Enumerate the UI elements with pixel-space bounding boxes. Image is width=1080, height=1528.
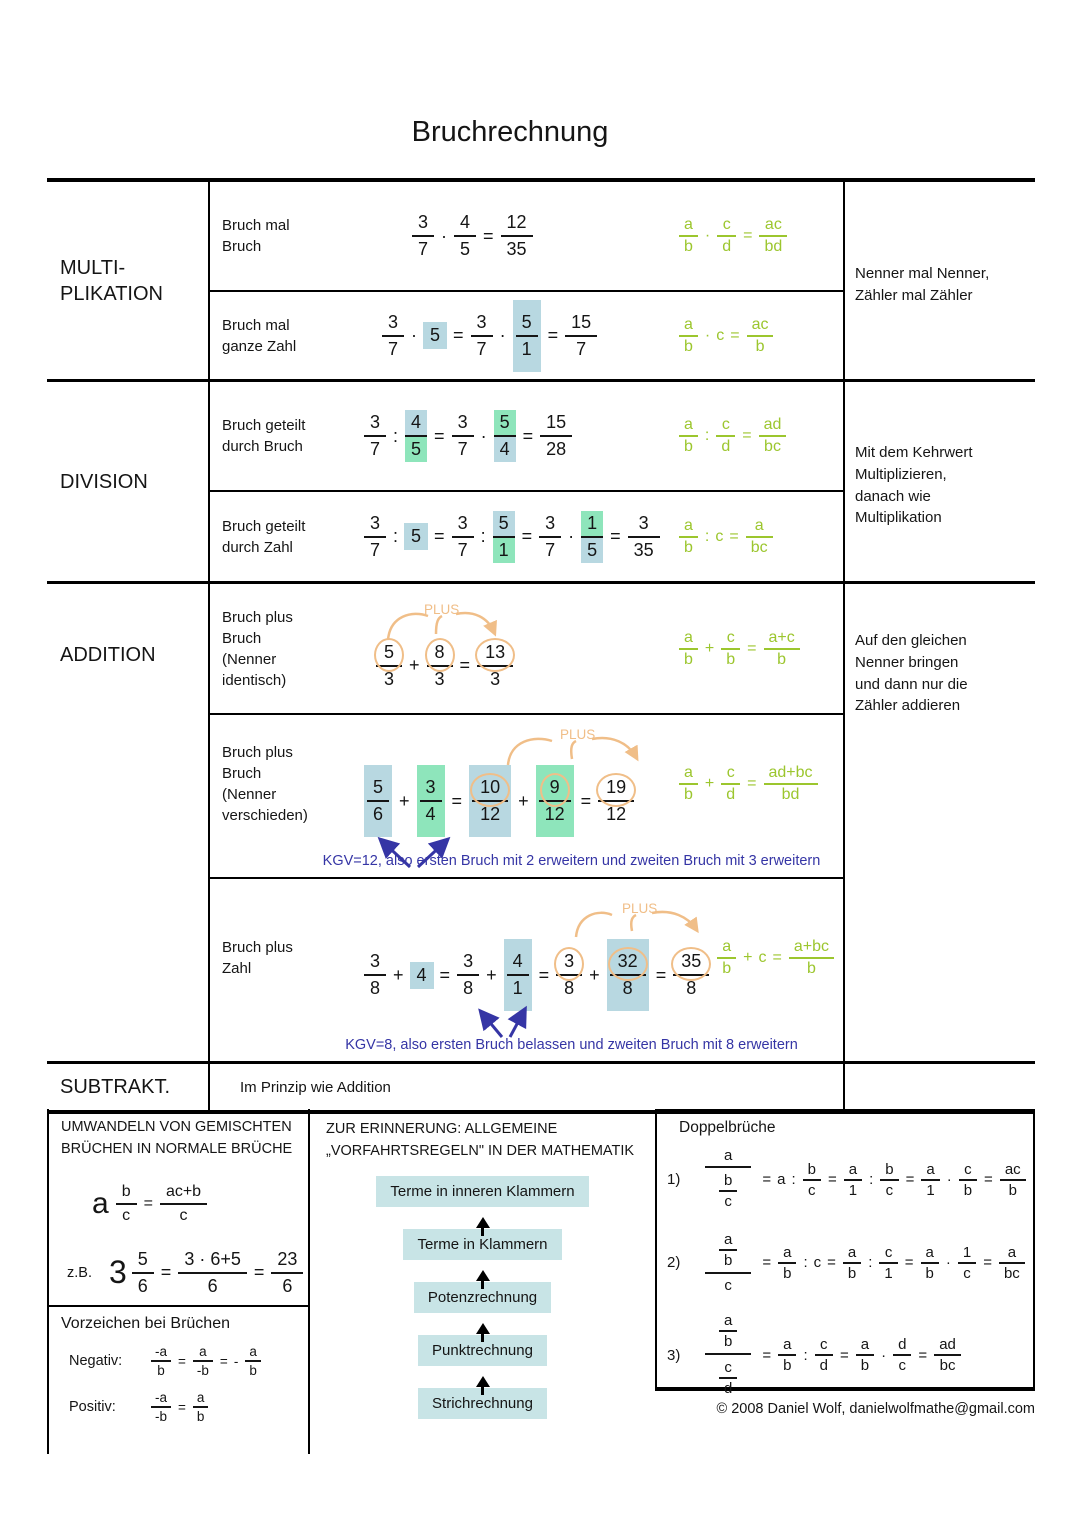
row-label: Bruch mal ganze Zahl: [222, 316, 297, 355]
row-label: Bruch plus Bruch (Nenner verschieden): [222, 744, 308, 824]
compound-fraction-item: [667, 1145, 1033, 1214]
general-formula: $\frac{a}{b}$ + $\frac{c}{b}$ = $\frac{a+c}{b}$: [675, 628, 843, 670]
row-label: Bruch geteilt durch Bruch: [222, 417, 306, 455]
kgv-note: KGV=8, also ersten Bruch belassen und zweiten Bruch mit 8 erweitern: [345, 1037, 798, 1053]
up-arrow-icon: [476, 1369, 490, 1387]
addition-examples: [210, 584, 845, 1061]
compound-fractions-panel: [655, 1109, 1035, 1397]
math-expression: $\frac{\frac{a}{b}}{\frac{c}{d}}$ = $\frac{a}{b}$ : $\frac{c}{d}$ = $\frac{a}{b}$ · $\frac{d}{c}$ = $\frac{ad}{bc}$: [697, 1309, 965, 1401]
priority-box: Terme in inneren Klammern: [376, 1176, 588, 1207]
priority-rules-panel: [310, 1109, 655, 1460]
fraction-rules-table: [47, 178, 1035, 1114]
plus-label: PLUS: [424, 601, 460, 617]
general-formula: $\frac{a}{b}$ · c = $\frac{ac}{b}$: [675, 315, 843, 357]
priority-stack: [310, 1175, 655, 1419]
negative-rule: $\frac{-a}{b}$ = $\frac{a}{-b}$ = - $\frac{a}{b}$: [147, 1343, 265, 1379]
mixed-fraction-formula: a $\frac{b}{c}$ = $\frac{ac+b}{c}$: [89, 1181, 308, 1227]
plus-arc-icon: [486, 733, 661, 771]
positive-rule: $\frac{-a}{-b}$ = $\frac{a}{b}$: [147, 1389, 212, 1425]
row-bruch-geteilt-bruch: [210, 382, 843, 492]
plus-annotation: [560, 901, 725, 945]
general-formula: $\frac{a}{b}$ · $\frac{c}{d}$ = $\frac{ac}{bd}$: [675, 215, 843, 257]
item-number: 2): [667, 1254, 681, 1271]
copyright: © 2008 Daniel Wolf, danielwolfmathe@gmail.com: [716, 1401, 1035, 1417]
priority-box: Punktrechnung: [418, 1335, 547, 1366]
negative-label: Negativ:: [69, 1353, 123, 1369]
mixed-fraction-title: UMWANDELN VON GEMISCHTEN BRÜCHEN IN NORMALE BRÜCHE: [61, 1119, 293, 1157]
plus-arc-icon: [560, 907, 725, 945]
section-label-multiplication: MULTI- PLIKATION: [47, 182, 210, 379]
priority-box: Strichrechnung: [418, 1388, 547, 1419]
bottom-area: [47, 1109, 1035, 1469]
priority-box: Terme in Klammern: [403, 1229, 561, 1260]
compound-fraction-item: [667, 1228, 1033, 1297]
subtraction-note: Im Prinzip wie Addition: [240, 1078, 391, 1096]
plus-label: PLUS: [560, 727, 596, 742]
row-label: Bruch plus Zahl: [222, 939, 293, 977]
note-multiplication: Nenner mal Nenner, Zähler mal Zähler: [855, 264, 990, 304]
kgv-arrow-icon: [364, 831, 464, 871]
up-arrow-icon: [476, 1210, 490, 1228]
multiplication-examples: [210, 182, 845, 379]
math-expression: $\frac{3}{7}$ : $\frac{4}{5}$ = $\frac{3}{7}$ · $\frac{5}{4}$ = $\frac{15}{28}$: [360, 410, 576, 462]
section-label-addition: ADDITION: [47, 584, 210, 1061]
row-label: Bruch mal Bruch: [222, 217, 290, 255]
division-examples: [210, 382, 845, 581]
mixed-fraction-panel: [47, 1109, 310, 1454]
row-bruch-plus-bruch-identisch: [210, 584, 843, 715]
row-bruch-geteilt-zahl: [210, 492, 843, 581]
math-expression: $\frac{3}{7}$ · $\frac{4}{5}$ = $\frac{12}{35}$: [408, 210, 537, 262]
up-arrow-icon: [476, 1263, 490, 1281]
note-subtraction: [845, 1064, 1033, 1110]
plus-label: PLUS: [622, 901, 658, 916]
kgv-note: KGV=12, also ersten Bruch mit 2 erweitern und zweiten Bruch mit 3 erweitern: [322, 853, 821, 869]
math-expression: $\frac{3}{7}$ : 5 = $\frac{3}{7}$ : $\frac{5}{1}$ = $\frac{3}{7}$ · $\frac{1}{5}$ = $\frac{3}{35}$: [360, 511, 664, 563]
row-bruch-mal-bruch: [210, 182, 843, 292]
note-division: Mit dem Kehrwert Multiplizieren, danach wie Multiplikation: [855, 444, 973, 527]
compound-fraction-item: [667, 1309, 1033, 1401]
compound-fractions-title: Doppelbrüche: [679, 1119, 776, 1136]
section-multiplication: [47, 182, 1035, 382]
section-subtraction: [47, 1064, 1035, 1110]
priority-box: Potenzrechnung: [414, 1282, 551, 1313]
plus-annotation: [486, 727, 661, 771]
math-expression: $\frac{5}{3}$ + $\frac{8}{3}$ = $\frac{13}{3}$: [372, 640, 517, 692]
row-bruch-mal-zahl: [210, 292, 843, 379]
section-division: [47, 382, 1035, 584]
math-expression: $\frac{3}{8}$ + 4 = $\frac{3}{8}$ + $\frac{4}{1}$ = $\frac{3}{8}$ + $\frac{32}{8}$ = $\frac{35}{8}$: [360, 939, 713, 1011]
general-formula: $\frac{a}{b}$ : $\frac{c}{d}$ = $\frac{ad}{bc}$: [675, 415, 843, 457]
row-bruch-plus-bruch-verschieden: [210, 715, 843, 879]
sign-rules-panel: [49, 1305, 308, 1425]
row-bruch-plus-zahl: [210, 879, 843, 1061]
sign-rules-title: Vorzeichen bei Brüchen: [61, 1315, 230, 1332]
section-addition: [47, 584, 1035, 1064]
math-expression: $\frac{3}{7}$ · 5 = $\frac{3}{7}$ · $\frac{5}{1}$ = $\frac{15}{7}$: [378, 300, 601, 372]
math-expression: $\frac{a}{\frac{b}{c}}$ = a : $\frac{b}{c}$ = $\frac{a}{1}$ : $\frac{b}{c}$ = $\frac{a}{1}$ · $\frac{c}{b}$ = $\frac{ac}{b}$: [697, 1145, 1030, 1214]
example-label: z.B.: [67, 1264, 92, 1281]
positive-label: Positiv:: [69, 1399, 116, 1415]
math-expression: $\frac{5}{6}$ + $\frac{3}{4}$ = $\frac{10}{12}$ + $\frac{9}{12}$ = $\frac{19}{12}$: [360, 765, 638, 837]
general-formula: $\frac{a}{b}$ + c = $\frac{a+bc}{b}$: [713, 937, 881, 979]
up-arrow-icon: [476, 1316, 490, 1334]
priority-title: ZUR ERINNERUNG: ALLGEMEINE „VORFAHRTSREGELN" IN DER MATHEMATIK: [326, 1121, 635, 1159]
item-number: 3): [667, 1346, 681, 1364]
page-title: Bruchrechnung: [411, 116, 609, 148]
kgv-arrow-icon: [460, 1001, 560, 1041]
section-label-subtraction: SUBTRAKT.: [47, 1064, 210, 1110]
row-label: Bruch geteilt durch Zahl: [222, 517, 306, 556]
row-label: Bruch plus Bruch (Nenner identisch): [222, 608, 293, 689]
general-formula: $\frac{a}{b}$ : c = $\frac{a}{bc}$: [675, 516, 843, 558]
item-number: 1): [667, 1171, 681, 1188]
general-formula: $\frac{a}{b}$ + $\frac{c}{d}$ = $\frac{ad+bc}{bd}$: [675, 763, 843, 805]
mixed-fraction-example: 3 $\frac{5}{6}$ = $\frac{3 \cdot 6+5}{6}$ = $\frac{23}{6}$: [106, 1247, 307, 1299]
section-label-division: DIVISION: [47, 382, 210, 581]
note-addition: Auf den gleichen Nenner bringen und dann nur die Zähler addieren: [855, 632, 968, 715]
math-expression: $\frac{\frac{a}{b}}{c}$ = $\frac{a}{b}$ : c = $\frac{a}{b}$ : $\frac{c}{1}$ = $\frac{a}{b}$ · $\frac{1}{c}$ = $\frac{a}{bc}$: [697, 1228, 1029, 1297]
